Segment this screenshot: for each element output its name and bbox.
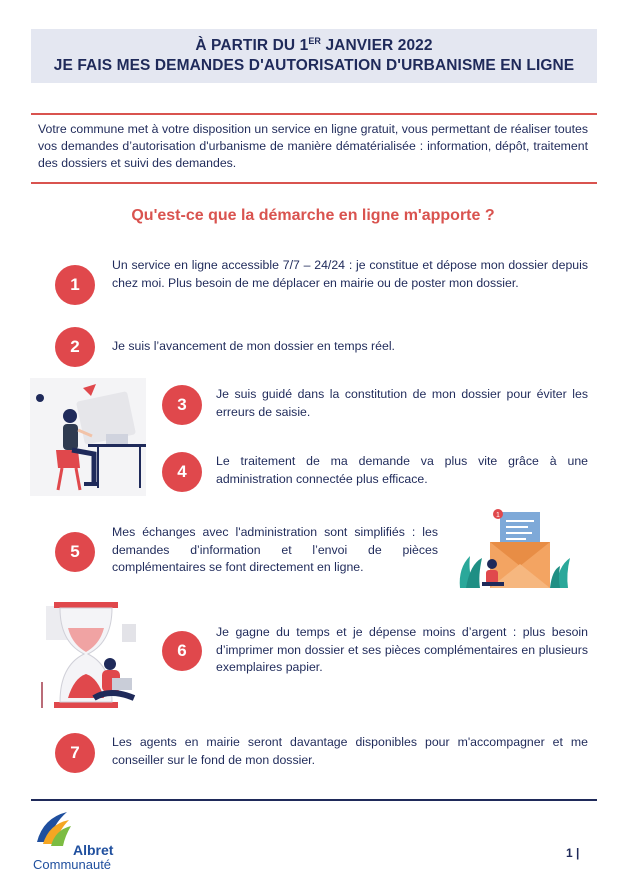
item-number-7: 7	[55, 733, 95, 773]
hourglass-illustration	[38, 602, 142, 708]
item-number-1: 1	[55, 265, 95, 305]
section-question: Qu'est-ce que la démarche en ligne m'apporte ?	[131, 207, 495, 224]
intro-divider-top	[31, 113, 597, 115]
logo-subtitle: Communauté	[33, 857, 112, 872]
item-number-2: 2	[55, 327, 95, 367]
desk-worker-illustration	[28, 378, 148, 496]
item-text-7: Les agents en mairie seront davantage disponibles pour m'accompagner et me conseiller sur le fond de mon dossier.	[112, 735, 588, 767]
item-text-5: Mes échanges avec l'administration sont simplifiés : les demandes d’information et l’envoi de pièces complémentaires se font directement en ligne.	[112, 525, 438, 574]
item-number-5: 5	[55, 532, 95, 572]
item-text-1: Un service en ligne accessible 7/7 – 24/24 : je constitue et dépose mon dossier depuis chez moi. Plus besoin de me déplacer en mairie ou de poster mon dossier.	[112, 258, 588, 290]
footer-divider	[31, 799, 597, 801]
mail-badge-count: 1	[496, 512, 500, 519]
item-text-4: Le traitement de ma demande va plus vite grâce à une administration connectée plus efficace.	[216, 454, 588, 486]
header-line-1: À PARTIR DU 1ER JANVIER 2022	[195, 36, 433, 54]
header-line-2: JE FAIS MES DEMANDES D'AUTORISATION D'URBANISME EN LIGNE	[53, 57, 575, 74]
logo-name: Albret	[73, 842, 114, 858]
item-number-6: 6	[162, 631, 202, 671]
item-text-6: Je gagne du temps et je dépense moins d’argent : plus besoin d’imprimer mon dossier et ses pièces complémentaires en plusieurs exemplaires papier.	[216, 625, 588, 674]
item-number-3: 3	[162, 385, 202, 425]
header-superscript: ER	[308, 36, 322, 46]
intro-divider-bottom	[31, 182, 597, 184]
item-number-4: 4	[162, 452, 202, 492]
item-text-2: Je suis l’avancement de mon dossier en temps réel.	[112, 339, 395, 353]
page-number: 1 |	[566, 846, 580, 860]
envelope-illustration	[456, 508, 574, 592]
item-text-3: Je suis guidé dans la constitution de mon dossier pour éviter les erreurs de saisie.	[216, 387, 588, 419]
intro-paragraph: Votre commune met à votre disposition un service en ligne gratuit, vous permettant de réaliser toutes vos demandes d’autorisation d'urbanisme de manière dématérialisée : information, dépôt, traitement des dossiers et suivi des demandes.	[38, 122, 588, 170]
header-banner	[31, 29, 597, 83]
